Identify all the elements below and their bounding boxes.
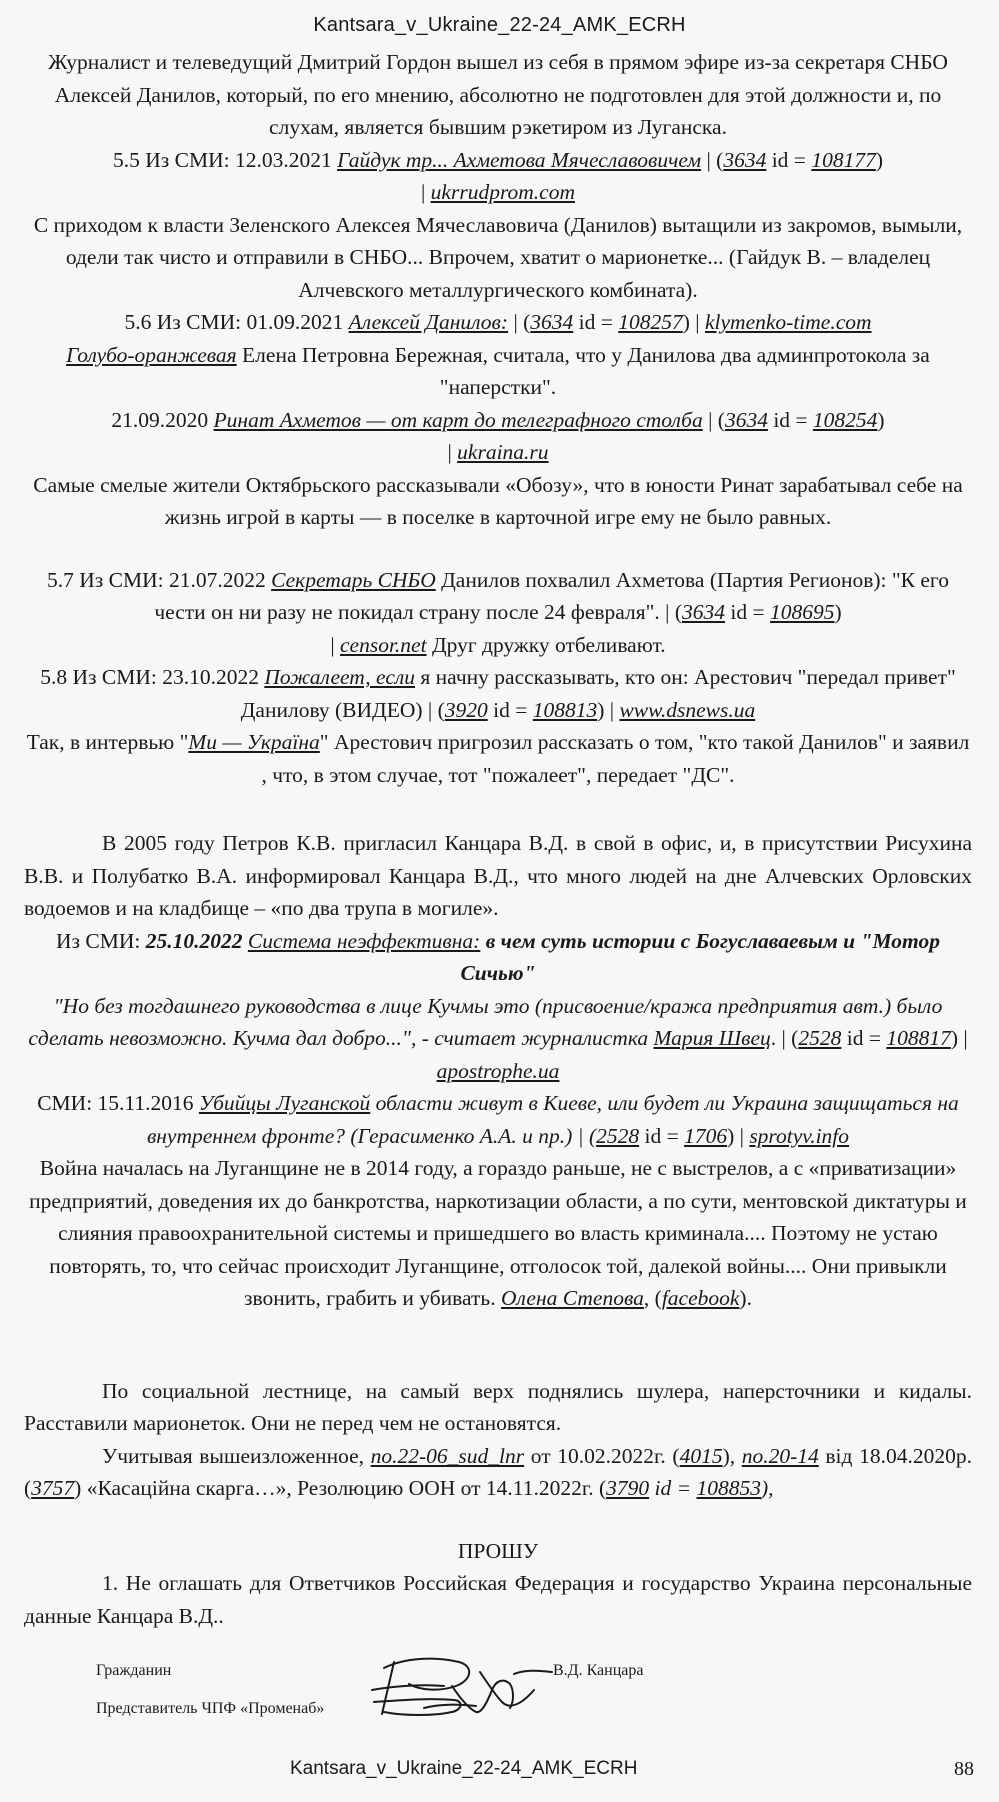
signature-representative-label: Представитель ЧПФ «Променаб» <box>96 1700 325 1717</box>
quote-kuchma: "Но без тогдашнего руководства в лице Кучмы это (присвоение/кража предприятия авт.) было сделать невозможно. Кучма дал добро...", - считает журналистка Мария Швец. | (2528 id = 108817) | apostrophe.ua <box>28 993 968 1083</box>
link-gaiduk[interactable]: Гайдук тр... Ахметова Мячеславовичем <box>337 147 702 172</box>
link-olena-stepova[interactable]: Олена Степова <box>500 1286 644 1310</box>
paragraph-petrov: В 2005 году Петров К.В. пригласил Канцара В.Д. в свой в офис, и, в присутствии Рисухина В.В. и Полубатко В.А. информировал Канцара В.Д., что много людей на дне Алчевских Орловских водоемов и на кладбище – «по два трупа в могиле». <box>24 831 972 920</box>
link-3634-b[interactable]: 3634 <box>530 310 574 334</box>
paragraph-gordon: Журналист и телеведущий Дмитрий Гордон вышел из себя в прямом эфире из-за секретаря СНБО Алексей Данилов, который, по его мнению, абсолютно не подготовлен для этой должности и, по слухам, является бывшим рэкетиром из Луганска. <box>48 50 948 139</box>
link-maria-shvets[interactable]: Мария Швец <box>653 1026 771 1050</box>
page-number: 88 <box>954 1758 974 1780</box>
paragraph-lestnitsa: По социальной лестнице, на самый верх поднялись шулера, наперсточники и кидалы. Расставили марионеток. Они не перед чем не остановятся. <box>24 1378 972 1435</box>
spacer <box>24 1505 972 1535</box>
source-5-5: 5.5 Из СМИ: 12.03.2021 Гайдук тр... Ахметова Мячеславовичем | (3634 id = 108177) | ukrrudprom.com <box>113 147 883 204</box>
spacer <box>24 534 972 564</box>
signature-name: В.Д. Канцара <box>553 1662 644 1679</box>
link-ubiytsy[interactable]: Убийцы Луганской <box>198 1091 371 1115</box>
link-3790[interactable]: 3790 <box>606 1476 650 1500</box>
spacer <box>24 1315 972 1375</box>
link-danilov[interactable]: Алексей Данилов: <box>348 310 509 334</box>
link-3920[interactable]: 3920 <box>444 697 488 722</box>
link-sud-lnr[interactable]: по.22-06_sud_lnr <box>370 1443 525 1468</box>
paragraph-voina: Война началась на Луганщине не в 2014 году, а гораздо раньше, не с выстрелов, а с «приватизации» предприятий, доведения их до банкротства, наркотизации области, а по сути, ментовской диктатуры и слияния правоохранительной системы и пришедшего во власть криминала.... Поэтому не устаю повторять, то, что сейчас происходит Луганщине, отголосок той, далекой войны.... Они привыкли звонить, грабить и убивать. Олена Степова, (facebook). <box>29 1156 967 1310</box>
link-censor[interactable]: censor.net <box>340 632 427 657</box>
prosu-heading: ПРОШУ <box>457 1538 539 1563</box>
link-3634-d[interactable]: 3634 <box>682 600 725 624</box>
paragraph-uchityvaya: Учитывая вышеизложенное, по.22-06_sud_lnr от 10.02.2022г. (4015), по.20-14 від 18.04.2020р. (3757) «Касаційна скарга…», Резолюцию ООН от 14.11.2022г. (3790 id = 108853), <box>24 1443 972 1500</box>
link-4015[interactable]: 4015 <box>679 1443 723 1468</box>
source-motor-sich: Из СМИ: 25.10.2022 Система неэффективна: в чем суть истории с Богуславаевым и "Мотор Сичью" <box>56 928 940 985</box>
source-ubiytsy: СМИ: 15.11.2016 Убийцы Луганской области живут в Киеве, или будет ли Украина защищаться на внутреннем фронте? (Герасименко А.А. и пр.) | (2528 id = 1706) | sprotyv.info <box>37 1091 959 1148</box>
footer-text: Kantsara_v_Ukraine_22-24_AMK_ECRH <box>290 1758 638 1779</box>
source-5-7: 5.7 Из СМИ: 21.07.2022 Секретарь СНБО Данилов похвалил Ахметова (Партия Регионов): "К его чести он ни разу не покидал страну после 24 февраля". | (3634 id = 108695) | censor.net Друг дружку отбеливают. <box>47 567 949 657</box>
signature-citizen-label: Гражданин <box>96 1662 172 1679</box>
link-apostrophe[interactable]: apostrophe.ua <box>436 1058 560 1083</box>
source-5-6: 5.6 Из СМИ: 01.09.2021 Алексей Данилов: | (3634 id = 108257) | klymenko-time.com Голубо-оранжевая Елена Петровна Бережная, считала, что у Данилова два админпротокола за "наперстки". <box>66 310 930 399</box>
paragraph-oboz: Самые смелые жители Октябрьского рассказывали «Обозу», что в юности Ринат зарабатывал себе на жизнь игрой в карты — в поселке в карточной игре ему не было равных. <box>33 472 963 529</box>
link-id-108257[interactable]: 108257 <box>618 310 683 334</box>
link-pozhaleet[interactable]: Пожалеет, если <box>264 665 415 689</box>
link-ukrrudprom[interactable]: ukrrudprom.com <box>430 180 575 204</box>
request-item-1: 1. Не оглашать для Ответчиков Российская Федерация и государство Украина персональные данные Канцара В.Д.. <box>24 1571 972 1628</box>
link-dsnews[interactable]: www.dsnews.ua <box>619 697 756 722</box>
signature-block <box>96 1650 796 1760</box>
link-sistema[interactable]: Система неэффективна: <box>247 928 481 953</box>
handwritten-signature <box>364 1650 554 1726</box>
link-2528-b[interactable]: 2528 <box>596 1123 640 1148</box>
link-3757[interactable]: 3757 <box>31 1476 75 1500</box>
link-facebook[interactable]: facebook <box>661 1286 740 1310</box>
link-klymenko[interactable]: klymenko-time.com <box>704 310 872 334</box>
spacer <box>24 791 972 827</box>
link-id-108254[interactable]: 108254 <box>812 407 878 432</box>
page-header: Kantsara_v_Ukraine_22-24_AMK_ECRH <box>313 14 686 36</box>
link-20-14[interactable]: по.20-14 <box>741 1443 819 1468</box>
link-my-ukraina[interactable]: Ми — Україна <box>188 730 320 754</box>
source-5-8: 5.8 Из СМИ: 23.10.2022 Пожалеет, если я начну рассказывать, кто он: Арестович "передал привет" Данилову (ВИДЕО) | (3920 id = 108813) | www.dsnews.ua <box>40 665 956 722</box>
link-id-108177[interactable]: 108177 <box>811 147 876 172</box>
paragraph-arestovich: Так, в интервью "Ми — Україна" Арестович пригрозил рассказать о том, "кто такой Данилов" и заявил , что, в этом случае, тот "пожалеет", передает "ДС". <box>26 730 970 787</box>
link-akhmetov[interactable]: Ринат Ахметов — от карт до телеграфного столба <box>213 407 703 432</box>
document-body <box>24 46 972 1632</box>
link-id-108853[interactable]: 108853 <box>696 1476 761 1500</box>
source-akhmetov: 21.09.2020 Ринат Ахметов — от карт до телеграфного столба | (3634 id = 108254) | ukraina.ru <box>111 407 885 464</box>
link-id-108813[interactable]: 108813 <box>532 697 598 722</box>
paragraph-zelensky: С приходом к власти Зеленского Алексея Мячеславовича (Данилов) вытащили из закромов, вымыли, одели так чисто и отправили в СНБО... Впрочем, хватит о марионетке... (Гайдук В. – владелец Алчевского металлургического комбината). <box>33 212 963 302</box>
link-id-108695[interactable]: 108695 <box>769 600 835 624</box>
link-ukraina[interactable]: ukraina.ru <box>457 440 549 464</box>
link-id-108817[interactable]: 108817 <box>886 1026 951 1050</box>
link-id-1706[interactable]: 1706 <box>684 1123 728 1148</box>
link-secretary[interactable]: Секретарь СНБО <box>271 567 436 592</box>
link-2528[interactable]: 2528 <box>798 1026 842 1050</box>
link-3634[interactable]: 3634 <box>723 147 767 172</box>
link-sprotyv[interactable]: sprotyv.info <box>749 1123 850 1148</box>
link-golubo[interactable]: Голубо-оранжевая <box>66 342 237 367</box>
link-3634-c[interactable]: 3634 <box>724 407 768 432</box>
